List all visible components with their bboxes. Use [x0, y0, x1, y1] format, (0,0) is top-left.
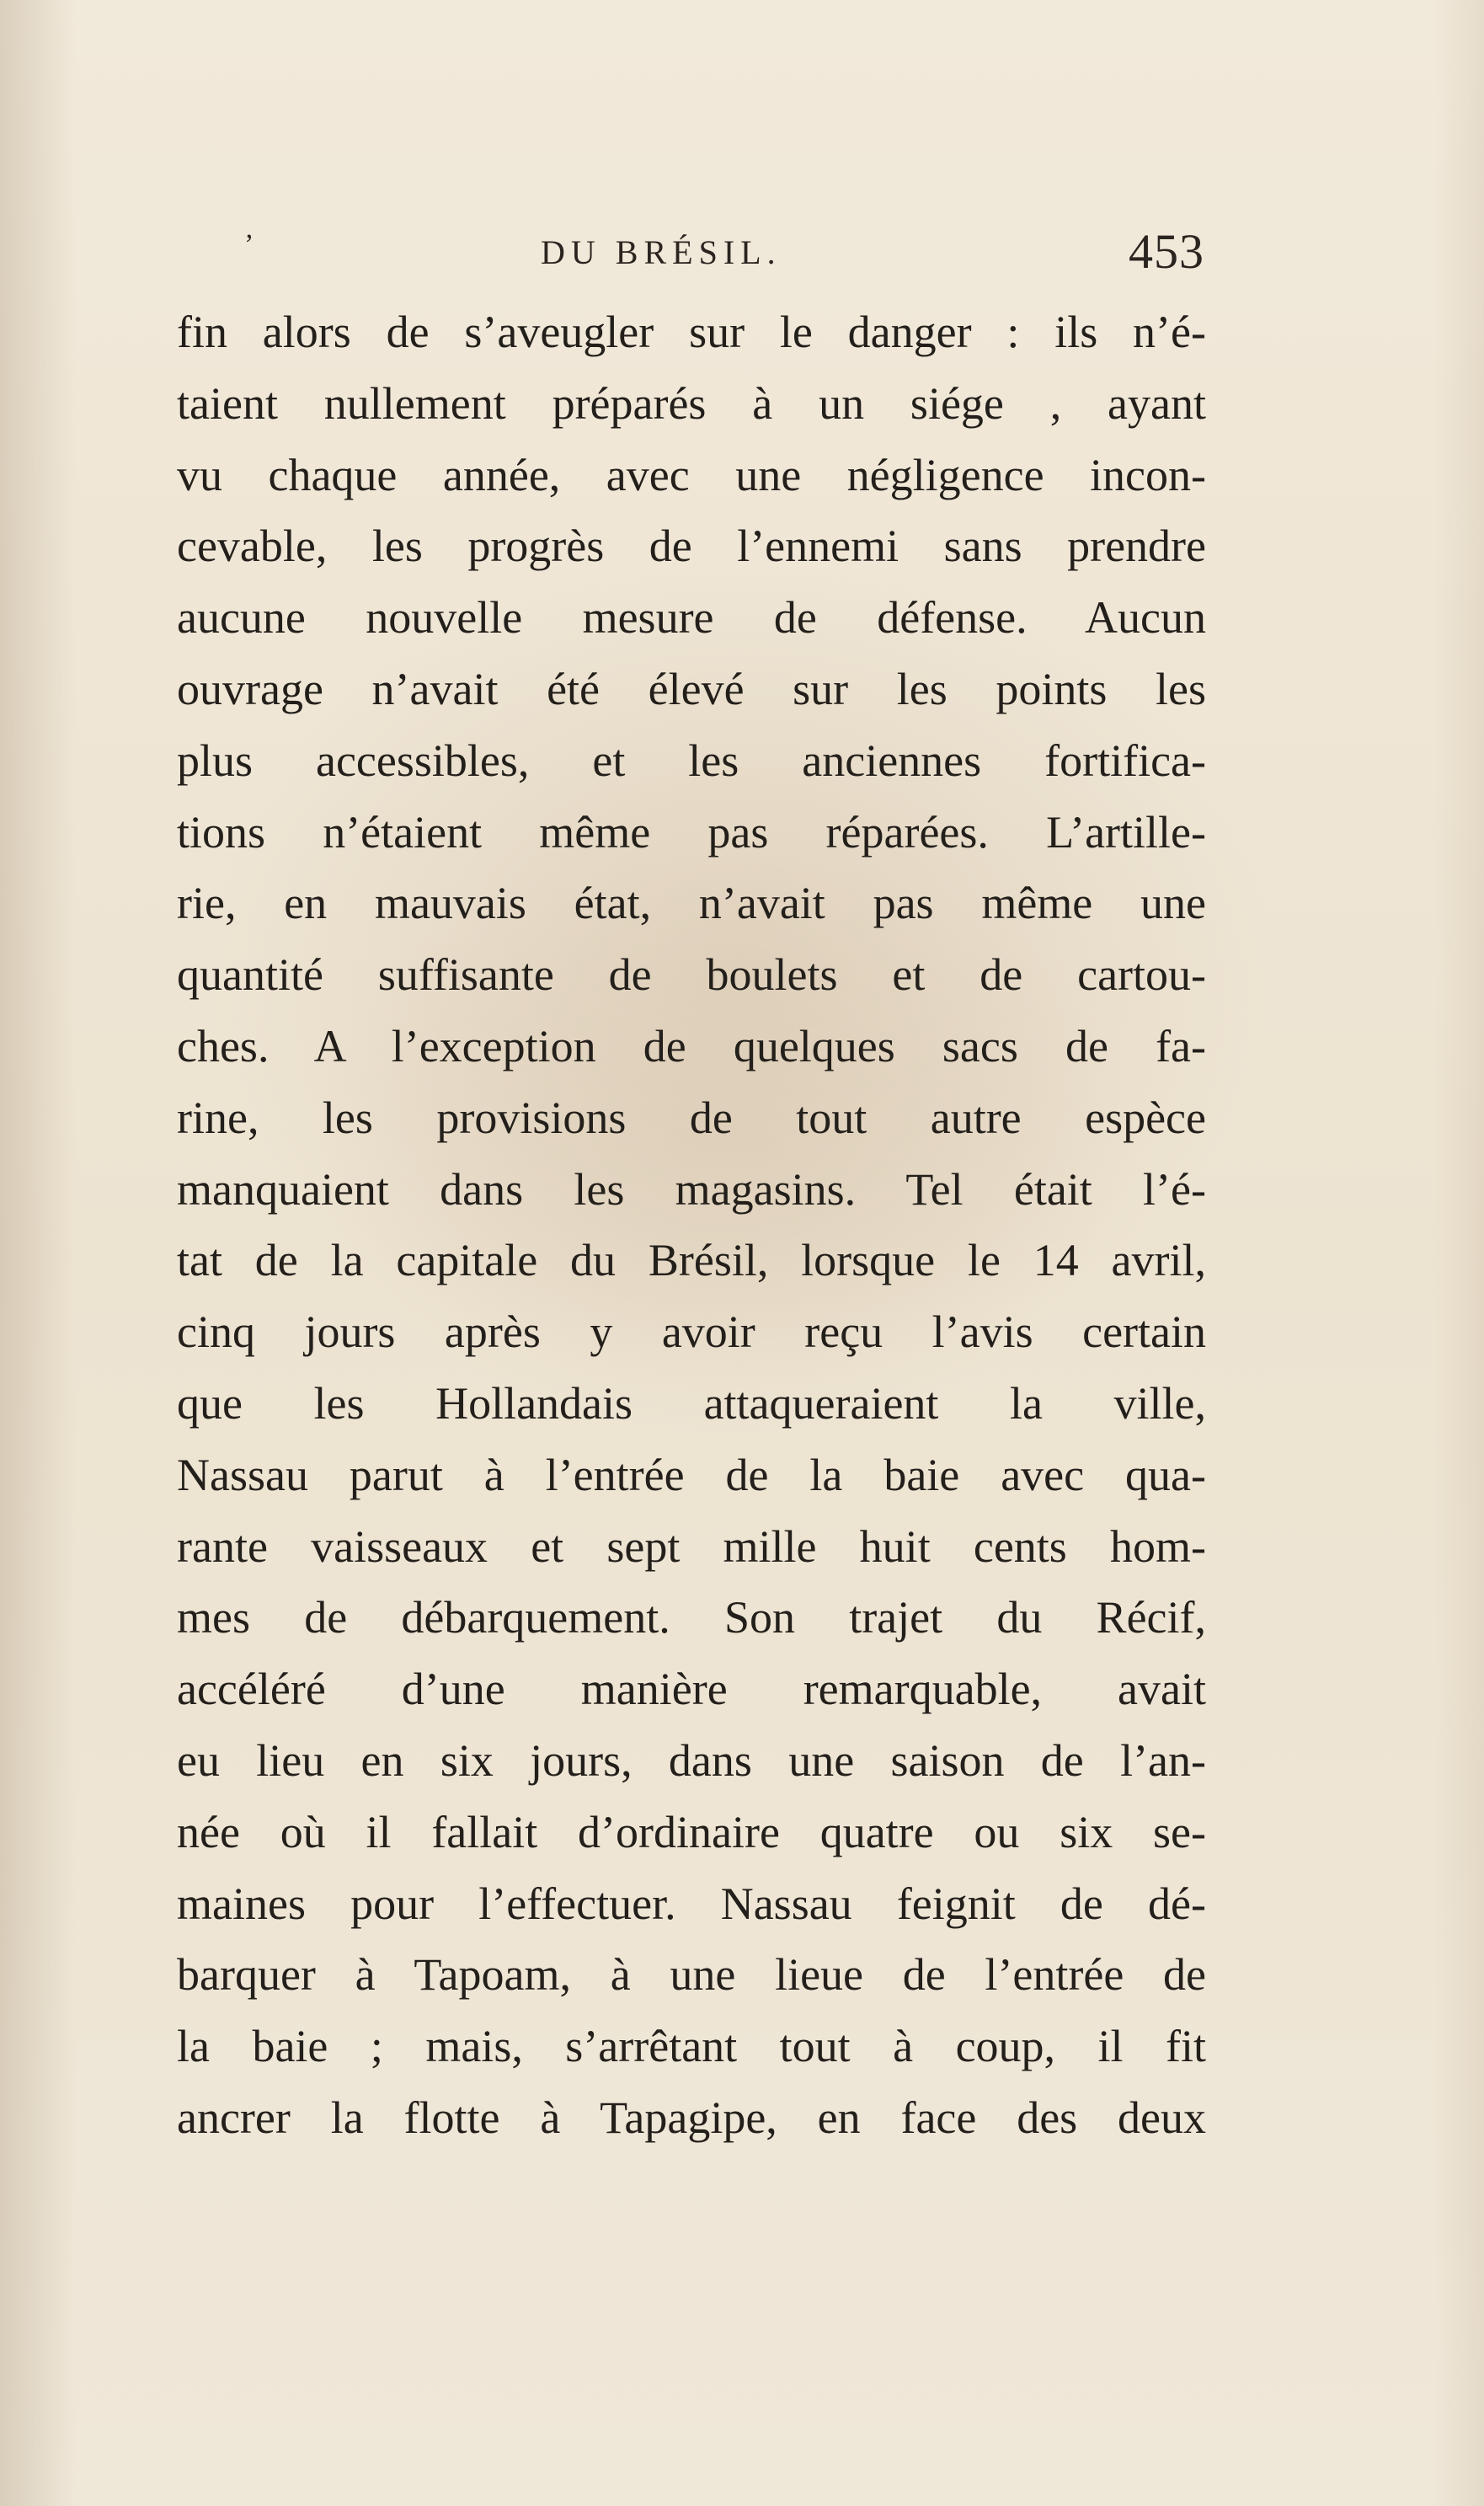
text-line: née où il fallait d’ordinaire quatre ou six se-: [177, 1806, 1206, 1857]
printer-mark: ʼ: [244, 229, 254, 260]
text-line: mes de débarquement. Son trajet du Récif,: [177, 1592, 1206, 1643]
body-text: [177, 297, 1206, 2154]
text-line: taient nullement préparés à un siége , ayant: [177, 377, 1206, 429]
text-line: vu chaque année, avec une négligence incon-: [177, 449, 1206, 500]
text-line: la baie ; mais, s’arrêtant tout à coup, il fit: [177, 2021, 1206, 2072]
text-line: Nassau parut à l’entrée de la baie avec qua-: [177, 1449, 1206, 1500]
text-line: ancrer la flotte à Tapagipe, en face des deux: [177, 2092, 1206, 2143]
text-line: quantité suffisante de boulets et de cartou-: [177, 949, 1206, 1001]
text-line: aucune nouvelle mesure de défense. Aucun: [177, 592, 1206, 644]
text-line: accéléré d’une manière remarquable, avait: [177, 1664, 1206, 1715]
text-line: tat de la capitale du Brésil, lorsque le 14 avril,: [177, 1235, 1206, 1286]
text-line: cinq jours après y avoir reçu l’avis certain: [177, 1306, 1206, 1358]
text-line: rine, les provisions de tout autre espèce: [177, 1092, 1206, 1143]
text-line: barquer à Tapoam, à une lieue de l’entrée de: [177, 1949, 1206, 2001]
text-line: ches. A l’exception de quelques sacs de fa-: [177, 1020, 1206, 1071]
text-line: rie, en mauvais état, n’avait pas même une: [177, 878, 1206, 929]
text-line: tions n’étaient même pas réparées. L’artille-: [177, 806, 1206, 858]
text-line: manquaient dans les magasins. Tel était l’é-: [177, 1163, 1206, 1215]
running-head: [185, 224, 1204, 286]
text-line: maines pour l’effectuer. Nassau feignit de dé-: [177, 1878, 1206, 1929]
text-line: eu lieu en six jours, dans une saison de l’an-: [177, 1734, 1206, 1786]
text-line: plus accessibles, et les anciennes fortifica-: [177, 735, 1206, 786]
text-line: rante vaisseaux et sept mille huit cents hom-: [177, 1520, 1206, 1572]
page-number: 453: [1129, 224, 1204, 279]
running-title: DU BRÉSIL.: [541, 233, 782, 271]
text-line: ouvrage n’avait été élevé sur les points les: [177, 663, 1206, 714]
text-line: fin alors de s’aveugler sur le danger : ils n’é-: [177, 307, 1206, 357]
text-line: que les Hollandais attaqueraient la ville,: [177, 1377, 1206, 1429]
text-line: cevable, les progrès de l’ennemi sans prendre: [177, 521, 1206, 572]
